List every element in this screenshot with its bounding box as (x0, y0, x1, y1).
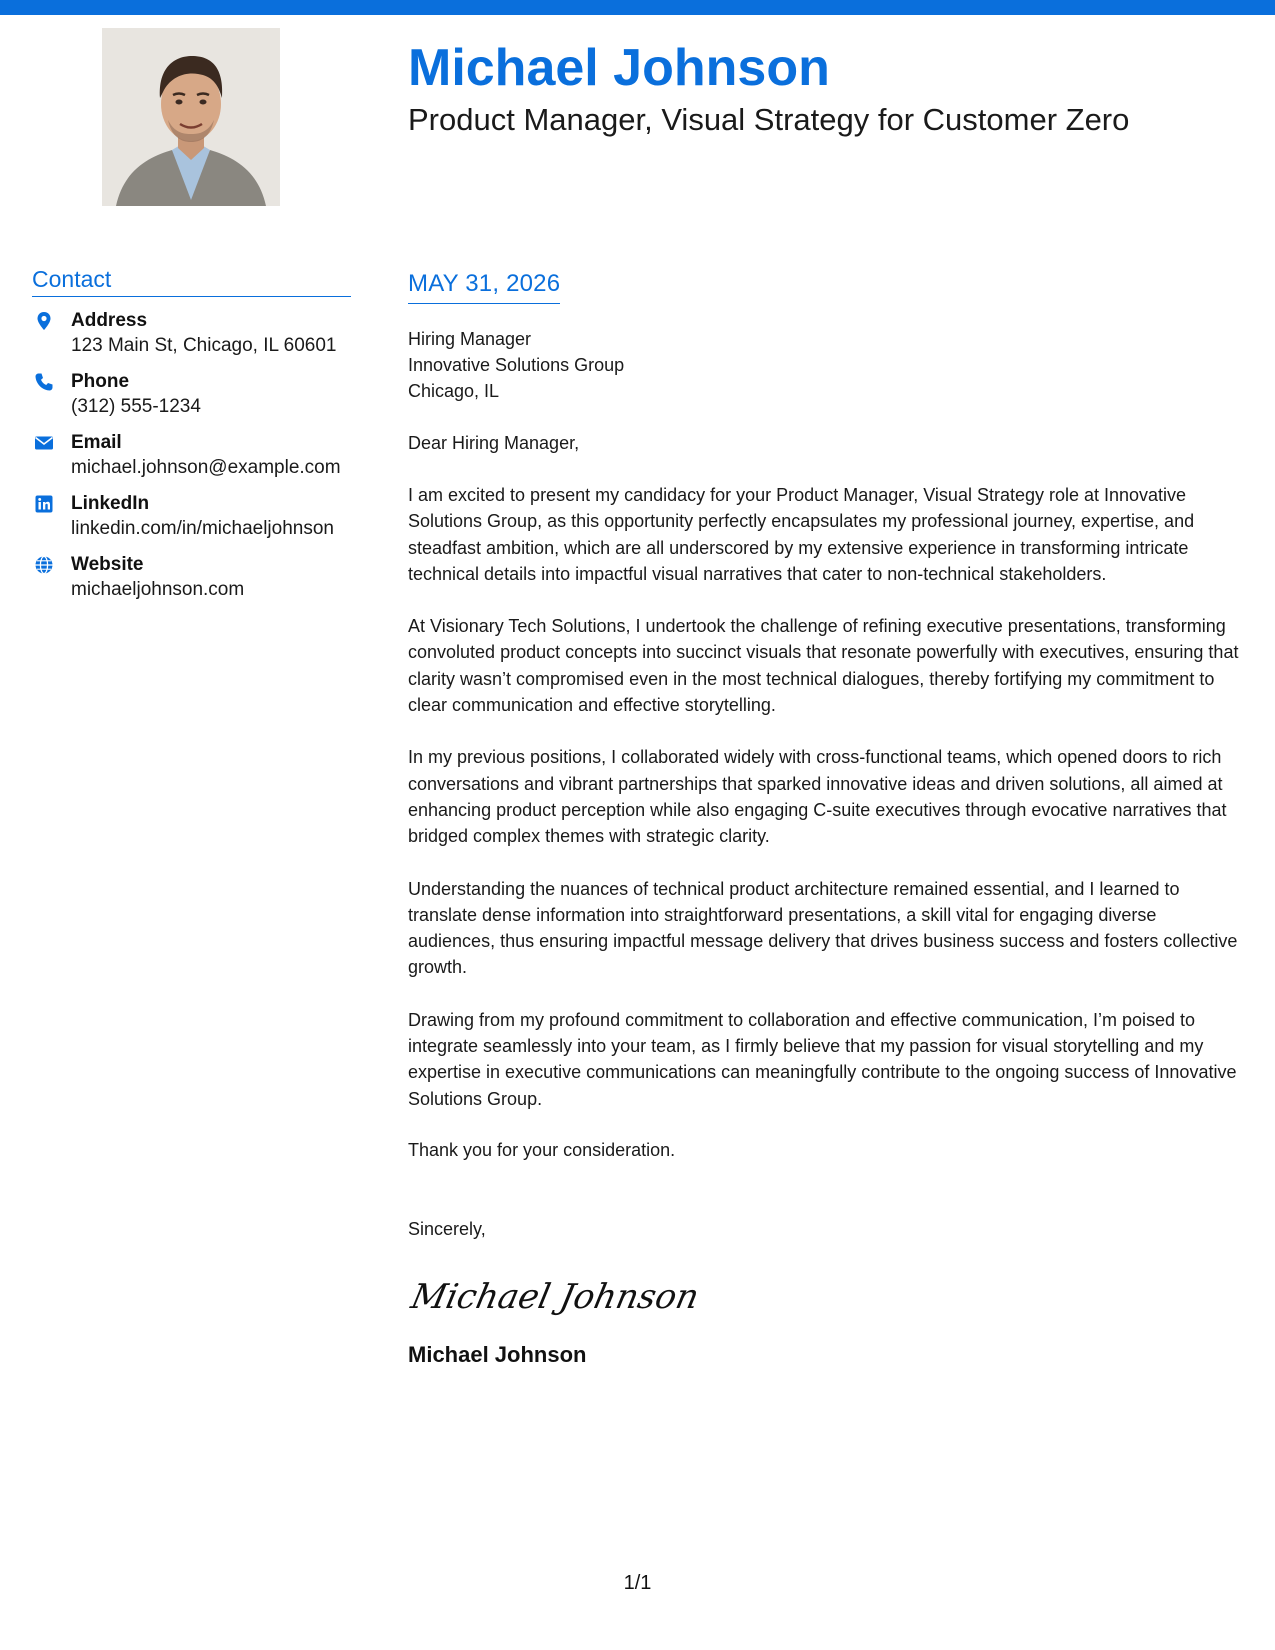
profile-photo (102, 28, 280, 206)
contact-phone (32, 370, 351, 419)
contact-website (32, 553, 351, 602)
top-accent-bar (0, 0, 1275, 15)
letter-date: MAY 31, 2026 (408, 270, 560, 304)
page-number: 1/1 (623, 1572, 652, 1594)
phone-value: (312) 555-1234 (71, 396, 201, 417)
linkedin-label: LinkedIn (71, 493, 150, 514)
map-pin-icon (34, 311, 54, 331)
email-label: Email (71, 432, 122, 453)
address-label: Address (71, 310, 148, 331)
body-paragraph: In my previous positions, I collaborated widely with cross-functional teams, which opened doors to rich conversations and vibrant partnerships that sparked innovative ideas and driven solutions, all aimed at enhancing product perception while also engaging C-suite executives through evocative narratives that bridged complex themes with strategic clarity. (408, 747, 1227, 847)
recipient-block (408, 326, 1248, 404)
recipient-line: Chicago, IL (408, 381, 500, 401)
body-paragraph: Understanding the nuances of technical product architecture remained essential, and I learned to translate dense information into straightforward presentations, a skill vital for engaging diverse audiences, thus ensuring impactful message delivery that drives business success and fosters collective growth. (408, 878, 1238, 978)
body-paragraph: I am excited to present my candidacy for your Product Manager, Visual Strategy role at Innovative Solutions Group, as this opportunity perfectly encapsulates my professional journey, expertise, and steadfast ambition, which are all underscored by my extensive experience in transforming intricate technical details into impactful visual narratives that cater to non-technical stakeholders. (408, 485, 1195, 584)
globe-icon (34, 555, 54, 575)
body-paragraph: Drawing from my profound commitment to collaboration and effective communication, I’m poised to integrate seamlessly into your team, as I firmly believe that my passion for visual storytelling and my expertise in executive communications can meaningfully contribute to the ongoing success of Innovative Solutions Group. (408, 1009, 1237, 1109)
candidate-name: Michael Johnson (408, 39, 830, 97)
phone-icon (34, 372, 54, 392)
linkedin-icon (34, 494, 54, 514)
contact-heading: Contact (32, 266, 351, 297)
envelope-icon (34, 433, 54, 453)
contact-sidebar (32, 266, 351, 614)
closing-line: Sincerely, (408, 1218, 486, 1239)
website-label: Website (71, 554, 144, 575)
salutation: Dear Hiring Manager, (408, 433, 580, 453)
address-value: 123 Main St, Chicago, IL 60601 (71, 335, 337, 356)
recipient-line: Innovative Solutions Group (408, 355, 625, 375)
signer-name: Michael Johnson (408, 1341, 587, 1367)
email-value: michael.johnson@example.com (71, 457, 341, 478)
thanks-line: Thank you for your consideration. (408, 1139, 676, 1160)
phone-label: Phone (71, 371, 130, 392)
contact-email (32, 431, 351, 480)
recipient-line: Hiring Manager (408, 329, 532, 349)
job-title: Product Manager, Visual Strategy for Customer Zero (408, 102, 1130, 137)
signature-text: Michael Johnson (407, 1277, 703, 1317)
contact-linkedin (32, 492, 351, 541)
website-value[interactable]: michaeljohnson.com (71, 579, 245, 600)
linkedin-value[interactable]: linkedin.com/in/michaeljohnson (71, 518, 334, 539)
handwritten-signature (408, 1268, 1248, 1322)
letter-body (408, 270, 1248, 1368)
contact-address (32, 309, 351, 358)
body-paragraph: At Visionary Tech Solutions, I undertook the challenge of refining executive presentations, transforming convoluted product concepts into succinct visuals that resonate powerfully with executives, ensuring that clarity wasn’t compromised even in the most technical dialogues, thereby fortifying my commitment to clear communication and effective storytelling. (408, 616, 1239, 716)
